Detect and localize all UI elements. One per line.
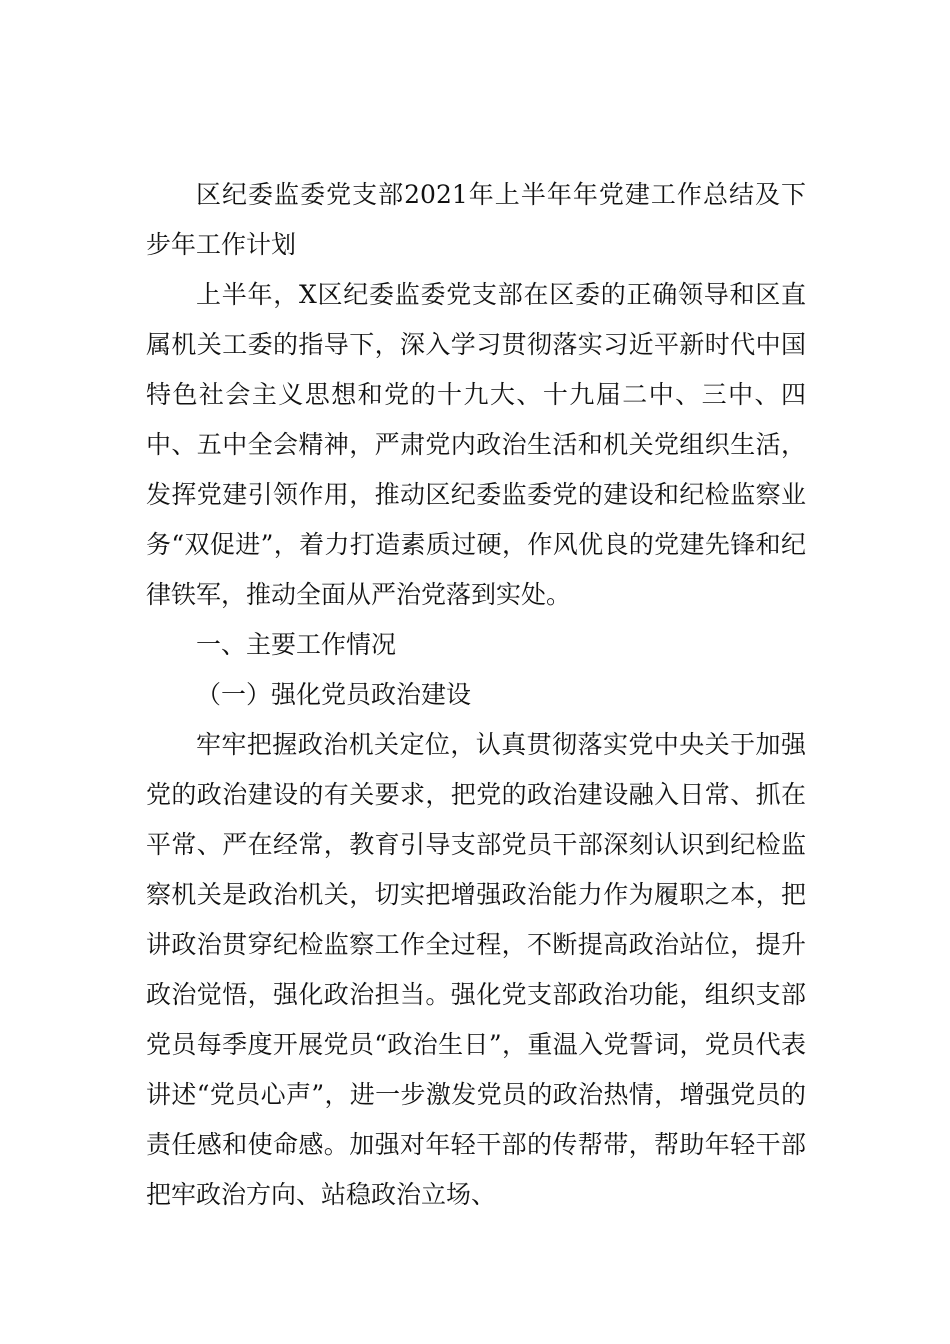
- section-heading: 一、主要工作情况: [196, 630, 397, 659]
- document-title: 区纪委监委党支部2021年上半年年党建工作总结及下步年工作计划: [146, 180, 806, 259]
- paragraph-political-building: 牢牢把握政治机关定位，认真贯彻落实党中央关于加强党的政治建设的有关要求，把党的政治建设融入日常、抓在平常、严在经常，教育引导支部党员干部深刻认识到纪检监察机关是政治机关，切实把增强政治能力作为履职之本，把讲政治贯穿纪检监察工作全过程，不断提高政治站位，提升政治觉悟，强化政治担当。强化党支部政治功能，组织支部党员每季度开展党员“政治生日”，重温入党誓词，党员代表讲述“党员心声”，进一步激发党员的政治热情，增强党员的责任感和使命感。加强对年轻干部的传帮带，帮助年轻干部把牢政治方向、站稳政治立场、: [146, 730, 806, 1209]
- subsection-heading: （一）强化党员政治建设: [196, 680, 472, 709]
- document-body: [146, 170, 806, 1220]
- paragraph-intro: 上半年，X区纪委监委党支部在区委的正确领导和区直属机关工委的指导下，深入学习贯彻落实习近平新时代中国特色社会主义思想和党的十九大、十九届二中、三中、四中、五中全会精神，严肃党内政治生活和机关党组织生活，发挥党建引领作用，推动区纪委监委党的建设和纪检监察业务“双促进”，着力打造素质过硬，作风优良的党建先锋和纪律铁军，推动全面从严治党落到实处。: [146, 280, 806, 609]
